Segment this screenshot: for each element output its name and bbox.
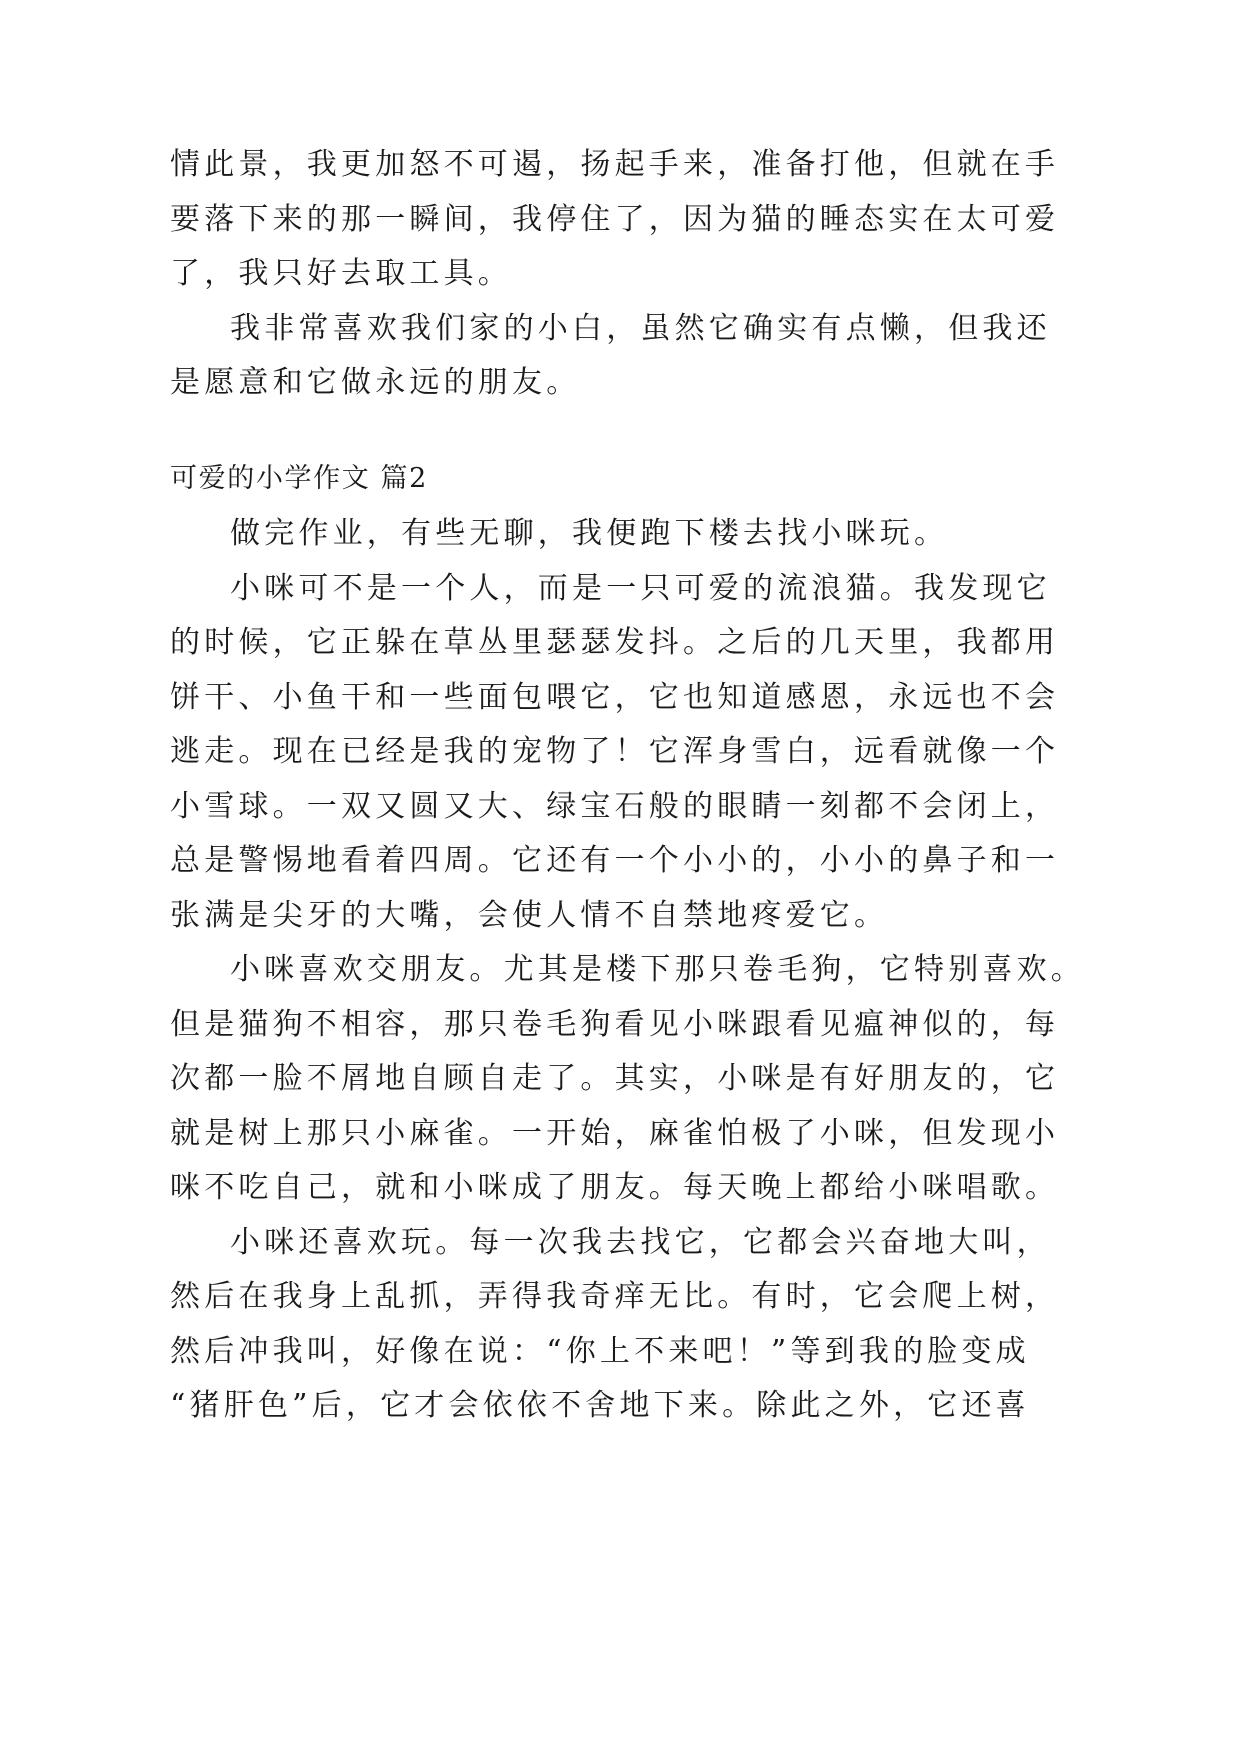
text-line: 是愿意和它做永远的朋友。 — [170, 365, 581, 400]
text-line: 了，我只好去取工具。 — [170, 256, 512, 291]
text-line: 咪不吃自己，就和小咪成了朋友。每天晚上都给小咪唱歌。 — [170, 1170, 1060, 1205]
text-line: 小雪球。一双又圆又大、绿宝石般的眼睛一刻都不会闭上， — [170, 788, 1060, 824]
text-line: 小咪可不是一个人，而是一只可爱的流浪猫。我发现它 — [230, 570, 1051, 606]
essay-1-ending — [170, 138, 1060, 411]
text-line: 饼干、小鱼干和一些面包喂它，它也知道感恩，永远也不会 — [170, 679, 1060, 715]
text-line: 的时候，它正躲在草丛里瑟瑟发抖。之后的几天里，我都用 — [170, 625, 1060, 660]
text-line: 小咪喜欢交朋友。尤其是楼下那只卷毛狗，它特别喜欢。 — [230, 952, 1085, 987]
text-line: 小咪还喜欢玩。每一次我去找它，它都会兴奋地大叫， — [230, 1224, 1051, 1260]
text-line: 但是猫狗不相容，那只卷毛狗看见小咪跟看见瘟神似的，每 — [170, 1006, 1060, 1042]
text-line: 情此景，我更加怒不可遏，扬起手来，准备打他，但就在手 — [170, 147, 1060, 182]
text-line: 然后在我身上乱抓，弄得我奇痒无比。有时，它会爬上树， — [170, 1279, 1060, 1314]
text-line: 做完作业，有些无聊，我便跑下楼去找小咪玩。 — [230, 516, 949, 551]
text-line: 张满是尖牙的大嘴，会使人情不自禁地疼爱它。 — [170, 897, 889, 933]
text-line: “猪肝色”后，它才会依依不舍地下来。除此之外，它还喜 — [170, 1388, 1030, 1423]
text-line: 总是警惕地看着四周。它还有一个小小的，小小的鼻子和一 — [170, 843, 1060, 878]
text-line: 次都一脸不屑地自顾自走了。其实，小咪是有好朋友的，它 — [170, 1061, 1060, 1096]
text-line: 然后冲我叫，好像在说：“你上不来吧！”等到我的脸变成 — [170, 1333, 1030, 1369]
text-line: 就是树上那只小麻雀。一开始，麻雀怕极了小咪，但发现小 — [170, 1115, 1060, 1151]
essay-2-title: 可爱的小学作文 篇2 — [170, 463, 428, 494]
text-line: 要落下来的那一瞬间，我停住了，因为猫的睡态实在太可爱 — [170, 201, 1060, 237]
essay-2-body — [170, 507, 1085, 1434]
text-line: 逃走。现在已经是我的宠物了！它浑身雪白，远看就像一个 — [170, 734, 1060, 769]
text-line: 我非常喜欢我们家的小白，虽然它确实有点懒，但我还 — [230, 310, 1051, 346]
